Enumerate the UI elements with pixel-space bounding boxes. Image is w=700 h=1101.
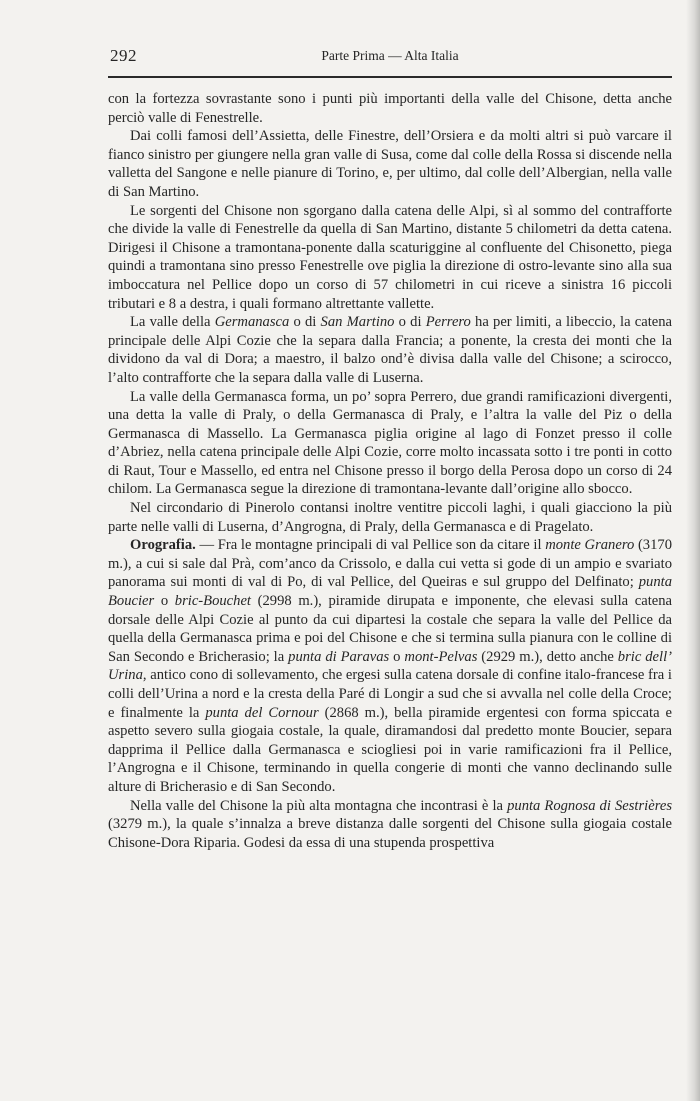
text-run: ha per limiti, a libeccio, la catena principale delle Alpi Cozie che la separa dalla Francia; a ponente, la cresta dei monti che la dividono da val di Dora; a maestro, il balzo ond’è divisa dalla valle del Chisone; a scirocco, l’alto contrafforte che la separa dalla valle di Luserna. [108,314,673,386]
body-text [108,90,672,852]
paragraph: La valle della Germanasca forma, un po’ sopra Perrero, due grandi ramificazioni divergenti, una detta la valle di Praly, o della Germanasca di Praly, e l’altra la valle del Piz o della Germanasca di Massello. La Germanasca piglia origine al lago di Fonzet presso il colle d’Abriez, nella catena principale delle Alpi Cozie, corre molto incassata sotto i tre ponti in cotto di Raut, Tour e Massello, ed entra nel Chisone presso il borgo della Perosa dopo un corso di 24 chilom. La Germanasca segue la direzione di tramontana-levante dall’origine allo sbocco. [108,388,672,498]
paragraph: con la fortezza sovrastante sono i punti più importanti della valle del Chisone, detta anche perciò valle di Fenestrelle. [108,91,672,126]
text-run: (2929 m.), detto anche [477,648,618,665]
italic-name: punta Boucier [108,574,672,610]
paragraph: Nel circondario di Pinerolo contansi inoltre ventitre piccoli laghi, i quali giacciono la più parte nelle valli di Luserna, d’Angrogna, di Praly, della Germanasca e di Pragelato. [108,500,672,535]
page-edge-shadow [686,0,700,1101]
italic-name: punta Rognosa di Sestrières [507,797,672,814]
page-header [110,46,670,68]
text-run: (3170 m.), a cui si sale dal Prà, com’anco da Crissolo, e dalla cui vetta si gode di un ampio e svariato panorama sui monti di val di Po, di val Pellice, del Queiras e sul gruppo del Delfinato; [108,537,672,591]
paragraph-germanasca [108,313,672,387]
text-run: La valle della [130,314,215,331]
text-run: (2868 m.), bella piramide ergentesi con forma spiccata e aspetto severo sulla giogaia costale, la quale, diramandosi dal predetto monte Boucier, separa dapprima il Pellice dalla Germanasca e sciogliesi poi in varie ramificazioni fra il Pellice, l’Angrogna e il Chisone, terminando in quella congerie di monti che vanno declinando sulle alture di Bricherasio e di San Secondo. [108,704,673,795]
header-rule [108,76,672,78]
paragraph: Le sorgenti del Chisone non sgorgano dalla catena delle Alpi, sì al sommo del contrafforte che divide la valle di Fenestrelle da quella di San Martino, distante 5 chilometri da detta catena. Dirigesi il Chisone a tramontana-ponente dalla scaturiggine al confluente del Chisonetto, piega quindi a tramontana sino presso Fenestrelle ove piglia la direzione di ostro-levante sino alla sua imboccatura nel Pellice dopo un corso di 57 chilometri in cui riceve a sinistra 16 piccoli tributari e 8 a destra, i quali formano altrettante vallette. [108,202,672,312]
text-run: , antico cono di sollevamento, che ergesi sulla catena dorsale di confine italo-francese fra i colli dell’Urina a nord e la cresta della Paré di Longir a sud che si avvalla nel colle della Croce; e finalmente la [108,667,672,721]
italic-name: monte Granero [545,537,635,554]
paragraph: Dai colli famosi dell’Assietta, delle Finestre, dell’Orsiera e da molti altri si può varcare il fianco sinistro per giungere nella gran valle di Susa, come dal colle della Rossa si discende nella valletta del Sangone e nelle pianure di Torino, e, per ultimo, dal colle dell’Albergian, nella valle di San Martino. [108,128,672,200]
text-run: (3279 m.), la quale s’innalza a breve distanza dalle sorgenti del Chisone sulla giogaia costale Chisone-Dora Riparia. Godesi da essa di una stupenda prospettiva [108,816,672,851]
italic-name: punta del Cornour [205,704,319,721]
italic-name: San Martino [320,314,395,331]
text-run: o di [289,314,321,331]
section-heading: Orografia. [130,537,196,554]
text-run: Nella valle del Chisone la più alta montagna che incontrasi è la [130,797,508,814]
italic-name: bric dell’ Urina [108,648,672,684]
text-run: (2998 m.), piramide dirupata e imponente, che elevasi sulla catena dorsale delle Alpi Cozie al punto da cui dipartesi la costale che separa la valle del Pellice da quella della Germanasca prima e poi del Chisone e che si termina sulla pianura con le colline di San Secondo e Bricherasio; la [108,593,673,665]
text-run: — Fra le montagne principali di val Pellice son da citare il [195,537,546,554]
text-run: o [389,648,405,665]
italic-name: Perrero [425,314,471,331]
running-title: Parte Prima — Alta Italia [321,48,459,63]
italic-name: punta di Paravas [288,648,390,665]
italic-name: Germanasca [214,314,290,331]
paragraph-chisone [108,797,672,853]
text-run: o di [394,314,426,331]
page-number: 292 [110,46,137,65]
paragraph-orografia [108,536,672,796]
italic-name: bric-Bouchet [174,593,251,610]
text-run: o [154,593,175,610]
italic-name: mont-Pelvas [404,648,478,665]
